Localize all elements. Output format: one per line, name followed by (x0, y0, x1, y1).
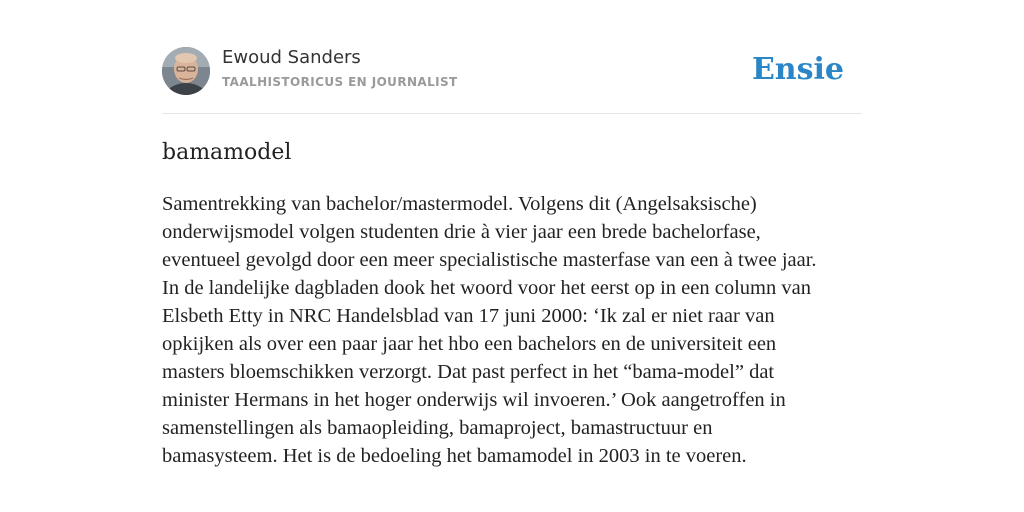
header-divider (162, 113, 862, 114)
author-header (162, 46, 862, 96)
definition-line: opkijken als over een paar jaar het hbo een bachelors en de universiteit een (162, 333, 777, 355)
definition-line: samenstellingen als bamaopleiding, bamaproject, bamastructuur en (162, 417, 713, 439)
author-name[interactable]: Ewoud Sanders (222, 47, 361, 68)
entry-title: bamamodel (162, 140, 292, 165)
definition-line: bamasysteem. Het is de bedoeling het bamamodel in 2003 in te voeren. (162, 445, 747, 467)
definition-line: onderwijsmodel volgen studenten drie à vier jaar een brede bachelorfase, (162, 221, 761, 243)
definition-line: Samentrekking van bachelor/mastermodel. Volgens dit (Angelsaksische) (162, 193, 757, 215)
definition-line: masters bloemschikken verzorgt. Dat past perfect in het “bama-model” dat (162, 361, 775, 383)
author-role: TAALHISTORICUS EN JOURNALIST (222, 75, 458, 89)
author-avatar[interactable] (162, 47, 210, 95)
entry-definition (162, 190, 862, 470)
avatar-photo (162, 47, 210, 95)
definition-line: eventueel gevolgd door een meer specialistische masterfase van een à twee jaar. (162, 249, 817, 271)
definition-line: minister Hermans in het hoger onderwijs wil invoeren.’ Ook aangetroffen in (162, 389, 786, 411)
definition-line: In de landelijke dagbladen dook het woord voor het eerst op in een column van (162, 277, 811, 299)
definition-line: Elsbeth Etty in NRC Handelsblad van 17 juni 2000: ‘Ik zal er niet raar van (162, 305, 775, 327)
ensie-logo[interactable]: Ensie (751, 52, 844, 87)
